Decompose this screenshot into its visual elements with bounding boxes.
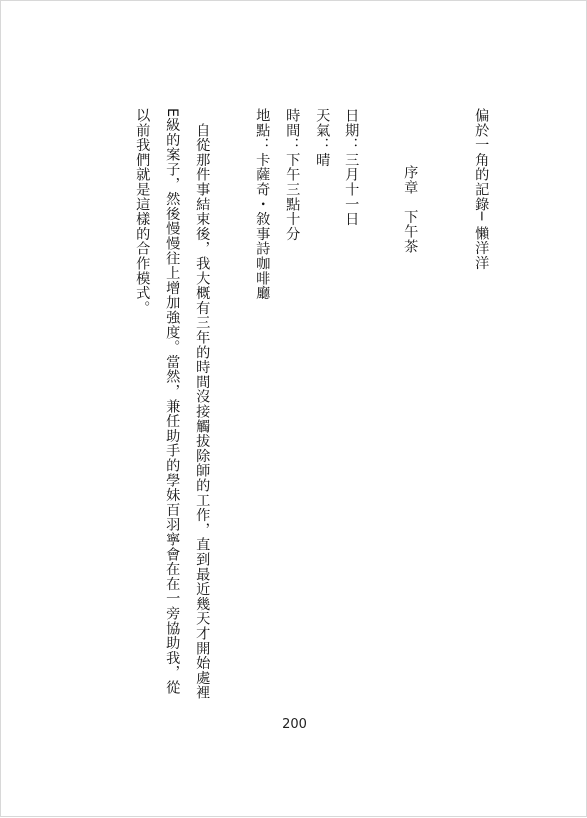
place-line: 地點：卡薩奇・敘事詩咖啡廳 — [254, 108, 271, 301]
running-header: 偏於一角的記錄─ 懶洋洋 — [473, 108, 490, 271]
body-line-2: E級的案子，然後慢慢往上增加強度。當然，兼任助手的學妹百羽寧會在在一旁協助我，從 — [164, 108, 181, 695]
page-number: 200 — [282, 717, 307, 732]
chapter-title: 序章 下午茶 — [402, 165, 419, 254]
weather-line: 天氣：晴 — [314, 108, 331, 168]
time-line: 時間：下午三點十分 — [284, 108, 301, 242]
body-line-1: 自從那件事結束後，我大概有三年的時間沒接觸拔除師的工作，直到最近幾天才開始處裡 — [194, 108, 211, 700]
vertical-text-block — [1, 1, 587, 818]
body-line-3: 以前我們就是這樣的合作模式。 — [134, 108, 151, 316]
date-line: 日期：三月十一日 — [343, 108, 360, 227]
